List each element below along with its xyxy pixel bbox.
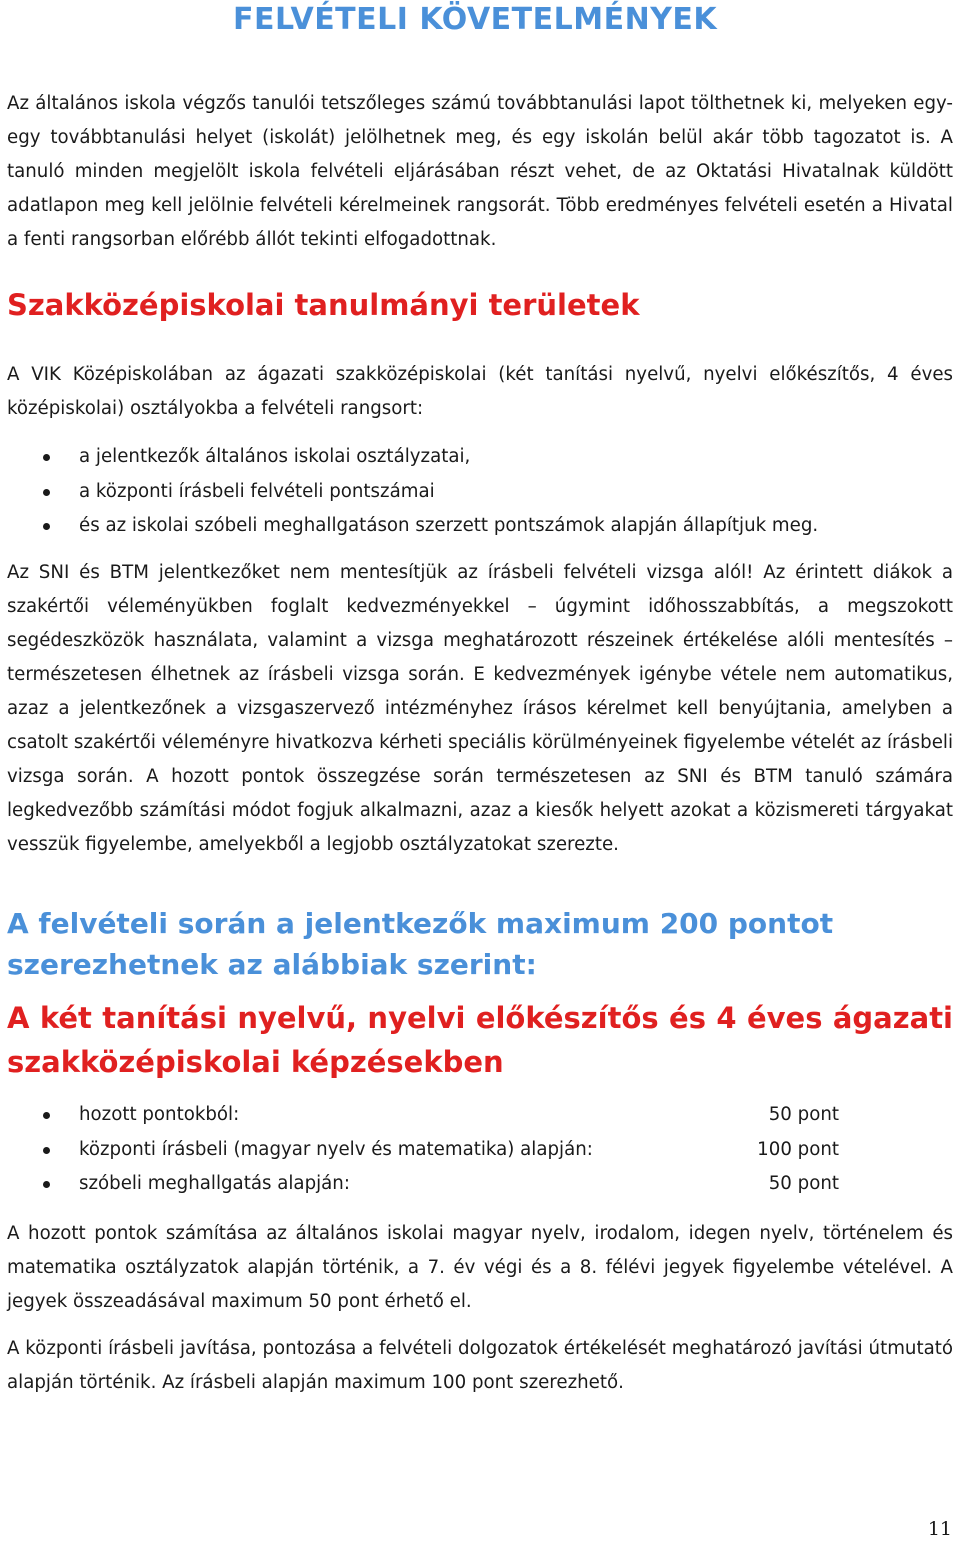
page-number: 11 (927, 1518, 952, 1540)
training-subheading: A két tanítási nyelvű, nyelvi előkészítős és 4 éves ágazati szakközépiskolai képzésekben (7, 1001, 953, 1079)
points-list (7, 1098, 953, 1202)
list-item: a központi írásbeli felvételi pontszámai (7, 475, 953, 510)
points-heading: A felvételi során a jelentkezők maximum 200 pontot szerezhetnek az alábbiak szerint: (7, 907, 834, 981)
list-item: és az iskolai szóbeli meghallgatáson szerzett pontszámok alapján állapítjuk meg. (7, 509, 953, 544)
bullet-icon (43, 1181, 50, 1188)
sni-btm-paragraph: Az SNI és BTM jelentkezőket nem mentesítjük az írásbeli felvételi vizsga alól! Az érintett diákok a szakértői véleményükben foglalt kedvezményekkel – úgymint időhosszabbítás, a megszokott segédeszközök használata, valamint a vizsga meghatározott részeinek értékelése alóli mentesítés – természetesen élhetnek az írásbeli vizsga során. E kedvezmények igénybe vétele nem automatikus, azaz a jelentkezőnek a vizsgaszervező intézményhez írásos kérelmet kell benyújtania, amelyben a csatolt szakértői véleményre hivatkozva kérheti speciális körülményeinek figyelembe vételét az írásbeli vizsga során. A hozott pontok összegzése során természetesen az SNI és BTM tanuló számára legkedvezőbb számítási módot fogjuk alkalmazni, azaz a kiesők helyett azokat a közismereti tárgyakat vesszük figyelembe, amelyekből a legjobb osztályzatokat szerezte. (7, 562, 953, 855)
list-item: a jelentkezők általános iskolai osztályzatai, (7, 440, 953, 475)
bullet-icon (43, 1147, 50, 1154)
list-item: hozott pontokból: 50 pont (7, 1098, 953, 1133)
kozponti-irasbeli-paragraph: A központi írásbeli javítása, pontozása a felvételi dolgozatok értékelését meghatározó javítási útmutató alapján történik. Az írásbeli alapján maximum 100 pont szerezhető. (7, 1338, 953, 1393)
hozott-pontok-paragraph: A hozott pontok számítása az általános iskolai magyar nyelv, irodalom, idegen nyelv, történelem és matematika osztályzatok alapján történik, a 7. év végi és a 8. félévi jegyek figyelembe vételével. A jegyek összeadásával maximum 50 pont érhető el. (7, 1223, 953, 1312)
bullet-icon (43, 454, 50, 461)
section-heading-areas: Szakközépiskolai tanulmányi területek (7, 288, 640, 322)
bullet-icon (43, 489, 50, 496)
list-item: központi írásbeli (magyar nyelv és matematika) alapján: 100 pont (7, 1133, 953, 1168)
ranking-criteria-list (7, 440, 953, 544)
section-areas-paragraph: A VIK Középiskolában az ágazati szakközépiskolai (két tanítási nyelvű, nyelvi előkészítős, 4 éves középiskolai) osztályokba a felvételi rangsort: (7, 364, 953, 419)
page-title: FELVÉTELI KÖVETELMÉNYEK (233, 2, 718, 37)
bullet-icon (43, 523, 50, 530)
intro-paragraph: Az általános iskola végzős tanulói tetszőleges számú továbbtanulási lapot tölthetnek ki, melyeken egy-egy továbbtanulási helyet (iskolát) jelölhetnek meg, és egy iskolán belül akár több tagozatot is. A tanuló minden megjelölt iskola felvételi eljárásában részt vehet, de az Oktatási Hivatalnak küldött adatlapon meg kell jelölnie felvételi kérelmeinek rangsorát. Több eredményes felvételi esetén a Hivatal a fenti rangsorban előrébb állót tekinti elfogadottnak. (7, 93, 953, 250)
list-item: szóbeli meghallgatás alapján: 50 pont (7, 1167, 953, 1202)
bullet-icon (43, 1112, 50, 1119)
